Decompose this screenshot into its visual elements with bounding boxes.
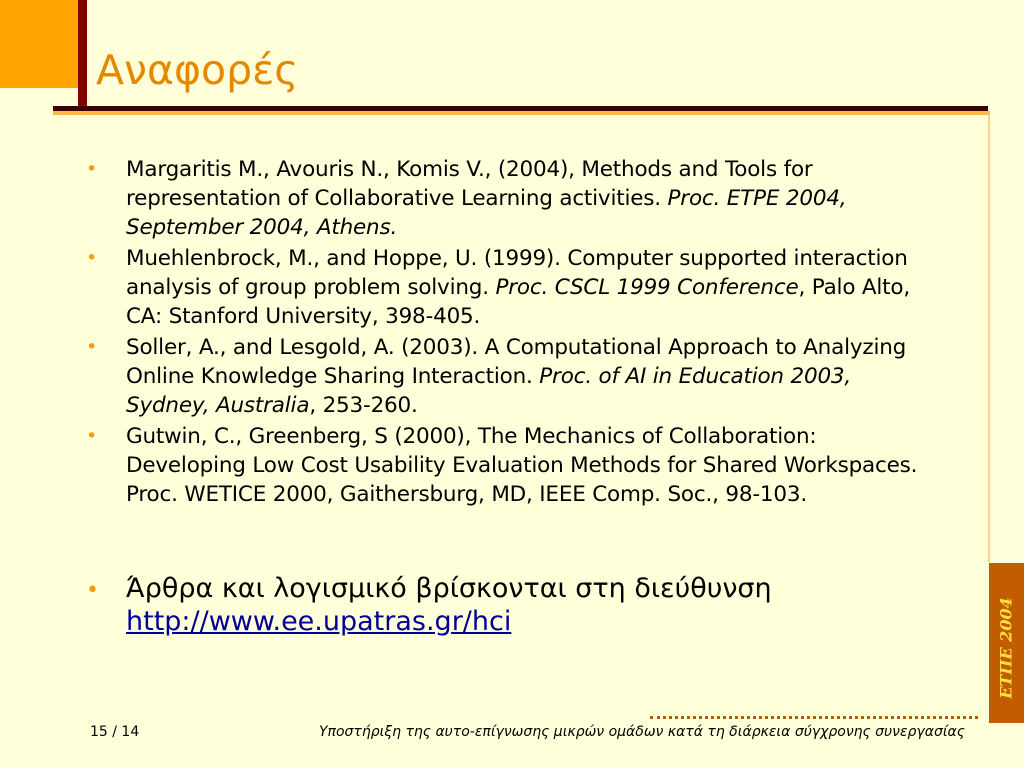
footer-dotted-line — [650, 716, 978, 719]
reference-text: Margaritis M., Avouris N., Komis V., (2004), Methods and Tools for representation of Collaborative Learning activities. — [126, 157, 813, 211]
resources-note — [86, 572, 936, 638]
bullet-icon: • — [86, 336, 98, 358]
maroon-decor-bar — [78, 0, 87, 110]
slide-title: Αναφορές — [96, 46, 299, 94]
resources-text: Άρθρα και λογισμικό βρίσκονται στη διεύθυνση — [126, 573, 772, 604]
reference-list — [86, 155, 936, 511]
reference-text: Muehlenbrock, M., and Hoppe, U. (1999). Computer supported interaction analysis of group problem solving. — [126, 246, 908, 300]
slide-number: 15 / 14 — [90, 724, 140, 740]
reference-item — [86, 155, 936, 242]
conference-badge-label: ΕΤΠΕ 2004 — [996, 597, 1016, 699]
reference-venue: Proc. ETPE 2004, September 2004, Athens. — [126, 186, 847, 240]
reference-item — [86, 422, 936, 509]
reference-venue: Proc. of AI in Education 2003, Sydney, Australia — [126, 364, 852, 418]
reference-venue: Proc. CSCL 1999 Conference — [495, 275, 799, 300]
bullet-icon: • — [86, 578, 99, 603]
bullet-icon: • — [86, 247, 98, 269]
bullet-icon: • — [86, 158, 98, 180]
reference-item — [86, 244, 936, 331]
reference-tail: , Palo Alto, CA: Stanford University, 398-405. — [126, 275, 911, 329]
reference-tail: , 253-260. — [309, 393, 418, 418]
bullet-icon: • — [86, 425, 98, 447]
reference-text: Soller, A., and Lesgold, A. (2003). A Computational Approach to Analyzing Online Knowledge Sharing Interaction. — [126, 335, 907, 389]
resources-link[interactable]: http://www.ee.upatras.gr/hci — [126, 606, 512, 637]
orange-decor-block — [0, 0, 78, 88]
reference-text: Gutwin, C., Greenberg, S (2000), The Mechanics of Collaboration: Developing Low Cost Usability Evaluation Methods for Shared Workspaces. Proc. WETICE 2000, Gaithersburg, MD, IEEE Comp. Soc., 98-103. — [126, 424, 918, 507]
right-side-line — [988, 114, 990, 562]
footer-text: Υποστήριξη της αυτο-επίγνωσης μικρών ομάδων κατά τη διάρκεια σύγχρονης συνεργασίας — [319, 724, 965, 740]
resources-item — [86, 572, 936, 638]
title-rule-highlight — [53, 111, 988, 115]
reference-item — [86, 333, 936, 420]
